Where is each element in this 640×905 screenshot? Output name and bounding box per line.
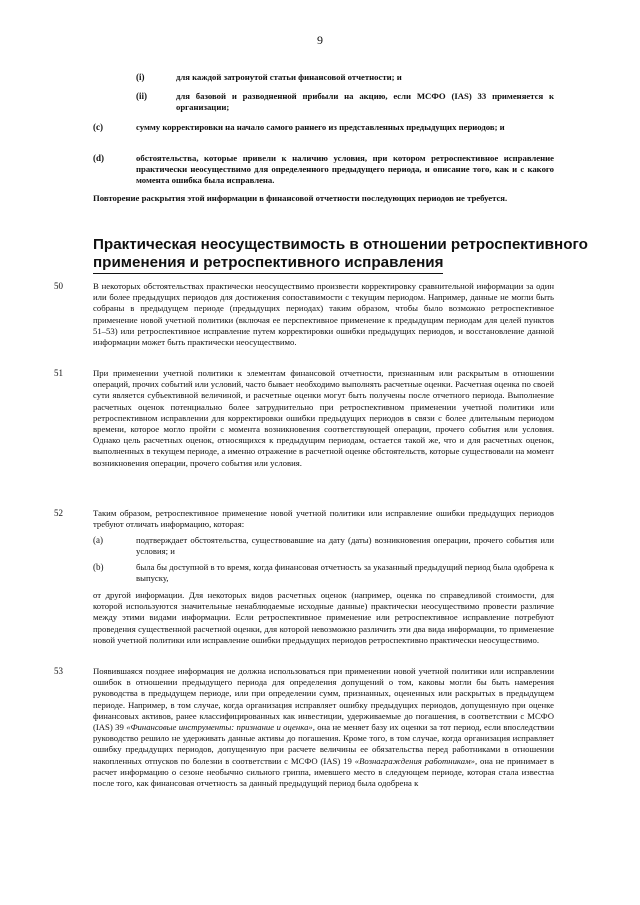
section-heading	[93, 236, 588, 274]
list-label: (ii)	[136, 91, 147, 101]
list-label: (a)	[93, 535, 103, 545]
paragraph-51-text: При применении учетной политики к элементам финансовой отчетности, признанным или раскрытым в отношении операций, прочих событий или условий, часто бывает необходимо выполнять расчетные оценки. Расчетная оценка по своей сути является субъективной величиной, и расчетные оценки могут быть получены после отчетного периода. Выполнение расчетных оценок потенциально более затруднительно при ретроспективном применении учетной политики или ретроспективном исправлении для корректировки ошибки предыдущих периодов в связи с более длительным периодом времени, которое могло пройти с момента возникновения соответствующей операции, прочего события или условия. Однако цель расчетных оценок, относящихся к предыдущим периодам, остается такой же, что и для расчетных оценок, выполненных в текущем периоде, а именно отражение в расчетной оценке обстоятельств, которые существовали на момент возникновения операции, прочего события или условия.	[93, 368, 554, 468]
paragraph-53-part-c: , она не принимает в расчет информацию о сезоне необычно сильного гриппа, имевшего место в следующем периоде, которая стала известна после того, как финансовая отчетность за данный предыдущий период была одобрена к	[93, 755, 555, 789]
paragraph-number: 50	[54, 281, 63, 291]
list-label: (d)	[93, 153, 104, 163]
paragraph-number: 52	[54, 508, 63, 518]
paragraph-53-part-a: Появившаяся позднее информация не должна использоваться при применении новой учетной политики или исправлении ошибок в отношении предыдущего периода для определения допущений о том, каковы могли бы быть намерения руководства в предыдущем периоде, или при определении сумм, признанных, оцененных или раскрытых в предыдущем периоде. Например, в том случае, когда организация исправляет ошибку предыдущих периодов, допущенную при оценке финансовых активов, ранее классифицированных как инвестиции, удерживаемые до погашения, в соответствии с МСФО (IAS) 39	[93, 666, 554, 733]
standard-title-ias19: «Вознаграждения работникам»	[354, 755, 476, 766]
paragraph-53-text	[93, 666, 554, 789]
paragraph-number: 51	[54, 368, 63, 378]
section-heading-line-2: применения и ретроспективного исправления	[93, 254, 443, 274]
paragraph-number: 53	[54, 666, 63, 676]
page-number: 9	[317, 33, 323, 47]
list-item-text: обстоятельства, которые привели к наличию условия, при котором ретроспективное исправление практически неосуществимо для определенного предыдущего периода, и описание того, как и с какого момента ошибка была исправлена.	[136, 153, 554, 186]
list-item-text: для базовой и разводненной прибыли на акцию, если МСФО (IAS) 33 применяется к организации;	[176, 91, 554, 113]
standard-title-ias39: «Финансовые инструменты: признание и оценка»	[126, 722, 313, 733]
paragraph-50-text: В некоторых обстоятельствах практически неосуществимо произвести корректировку сравнительной информации за один или более предыдущих периодов для достижения сопоставимости с текущим периодом. Например, данные не могли быть собраны в предыдущем периоде (предыдущих периодах) таким образом, чтобы было возможно ретроспективное применение новой учетной политики (включая ее перспективное применение к предыдущим периодам для целей пунктов 51–53) или ретроспективное исправление путем корректировки ошибки предыдущих периодов, и восстановление данной информации может быть практически неосуществимо.	[93, 281, 554, 348]
closing-note: Повторение раскрытия этой информации в финансовой отчетности последующих периодов не требуется.	[93, 193, 508, 203]
list-item-text: для каждой затронутой статьи финансовой отчетности; и	[176, 72, 402, 82]
list-label: (b)	[93, 562, 104, 572]
section-heading-line-1: Практическая неосуществимость в отношении ретроспективного	[93, 236, 588, 253]
paragraph-53-part-b: , она не меняет базу их оценки за тот период, если впоследствии руководство решило не удерживать данные активы до погашения. Кроме того, в том случае, когда организация исправляет ошибку предыдущих периодов, допущенную при расчете величины ее обязательства перед работниками в отношении накопленных отпусков по болезни в соответствии с МСФО (IAS) 19	[93, 722, 555, 766]
list-label: (i)	[136, 72, 145, 82]
list-item-text: подтверждает обстоятельства, существовавшие на дату (даты) возникновения операции, прочего события или условия; и	[136, 535, 554, 557]
paragraph-52-intro: Таким образом, ретроспективное применение новой учетной политики или исправление ошибки предыдущих периодов требуют отличать информацию, которая:	[93, 508, 554, 530]
list-label: (c)	[93, 122, 103, 132]
list-item-text: была бы доступной в то время, когда финансовая отчетность за указанный предыдущий период была одобрена к выпуску,	[136, 562, 554, 584]
list-item-text: сумму корректировки на начало самого раннего из представленных предыдущих периодов; и	[136, 122, 505, 132]
paragraph-52-closing: от другой информации. Для некоторых видов расчетных оценок (например, оценка по справедливой стоимости, для которой используются значительные ненаблюдаемые исходные данные) практически неосуществимо провести различие между этими видами информации. Если ретроспективное применение или ретроспективное исправление потребуют проведения существенной расчетной оценки, для которой невозможно различить эти два вида информации, то применение новой учетной политики или исправление ошибки предыдущих периодов ретроспективно практически неосуществимо.	[93, 590, 554, 645]
